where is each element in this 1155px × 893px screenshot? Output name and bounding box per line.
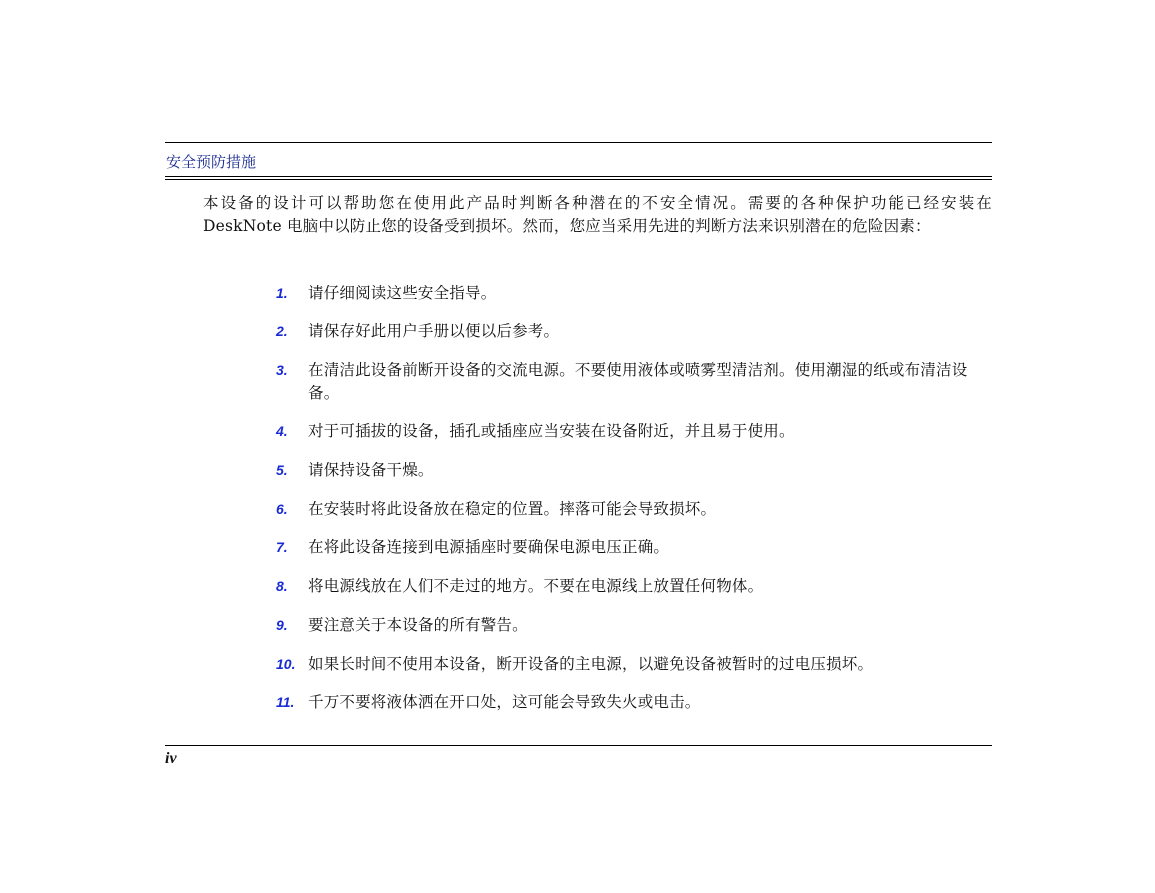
- step-text: 在安装时将此设备放在稳定的位置。摔落可能会导致损坏。: [308, 500, 717, 518]
- step-number: 10.: [276, 656, 296, 672]
- footer-rule: [165, 745, 992, 746]
- step-text: 将电源线放在人们不走过的地方。不要在电源线上放置任何物体。: [308, 577, 764, 595]
- list-item: [276, 614, 992, 637]
- list-item: [276, 282, 992, 305]
- section-title: 安全预防措施: [166, 153, 257, 171]
- step-number: 6.: [276, 501, 288, 517]
- step-text: 请保持设备干燥。: [308, 461, 434, 479]
- intro-paragraph: 本设备的设计可以帮助您在使用此产品时判断各种潜在的不安全情况。需要的各种保护功能已经安装在 DeskNote 电脑中以防止您的设备受到损坏。然而，您应当采用先进的判断方法来识别潜在的危险因素：: [203, 194, 992, 235]
- list-item: [276, 459, 992, 482]
- step-number: 9.: [276, 617, 288, 633]
- step-number: 4.: [276, 423, 288, 439]
- list-item: [276, 536, 992, 559]
- step-number: 5.: [276, 462, 288, 478]
- step-text: 请仔细阅读这些安全指导。: [308, 284, 497, 302]
- step-text: 对于可插拔的设备，插孔或插座应当安装在设备附近，并且易于使用。: [308, 422, 795, 440]
- step-text: 在将此设备连接到电源插座时要确保电源电压正确。: [308, 538, 670, 556]
- step-number: 11.: [276, 694, 295, 710]
- step-number: 3.: [276, 362, 288, 378]
- list-item: [276, 575, 992, 598]
- step-text: 要注意关于本设备的所有警告。: [308, 616, 528, 634]
- step-text: 如果长时间不使用本设备，断开设备的主电源，以避免设备被暂时的过电压损坏。: [308, 655, 874, 673]
- step-number: 7.: [276, 539, 288, 555]
- page-number: iv: [165, 750, 177, 767]
- list-item: [276, 691, 992, 714]
- title-double-rule: [165, 176, 992, 180]
- step-number: 8.: [276, 578, 288, 594]
- list-item: [276, 359, 992, 405]
- step-number: 2.: [276, 323, 288, 339]
- list-item: [276, 420, 992, 443]
- step-text: 请保存好此用户手册以便以后参考。: [308, 322, 560, 340]
- header-rule: [165, 142, 992, 143]
- list-item: [276, 498, 992, 521]
- step-number: 1.: [276, 285, 288, 301]
- list-item: [276, 320, 992, 343]
- list-item: [276, 653, 992, 676]
- step-text: 在清洁此设备前断开设备的交流电源。不要使用液体或喷雾型清洁剂。使用潮湿的纸或布清洁设备。: [308, 361, 968, 402]
- step-text: 千万不要将液体洒在开口处，这可能会导致失火或电击。: [308, 693, 701, 711]
